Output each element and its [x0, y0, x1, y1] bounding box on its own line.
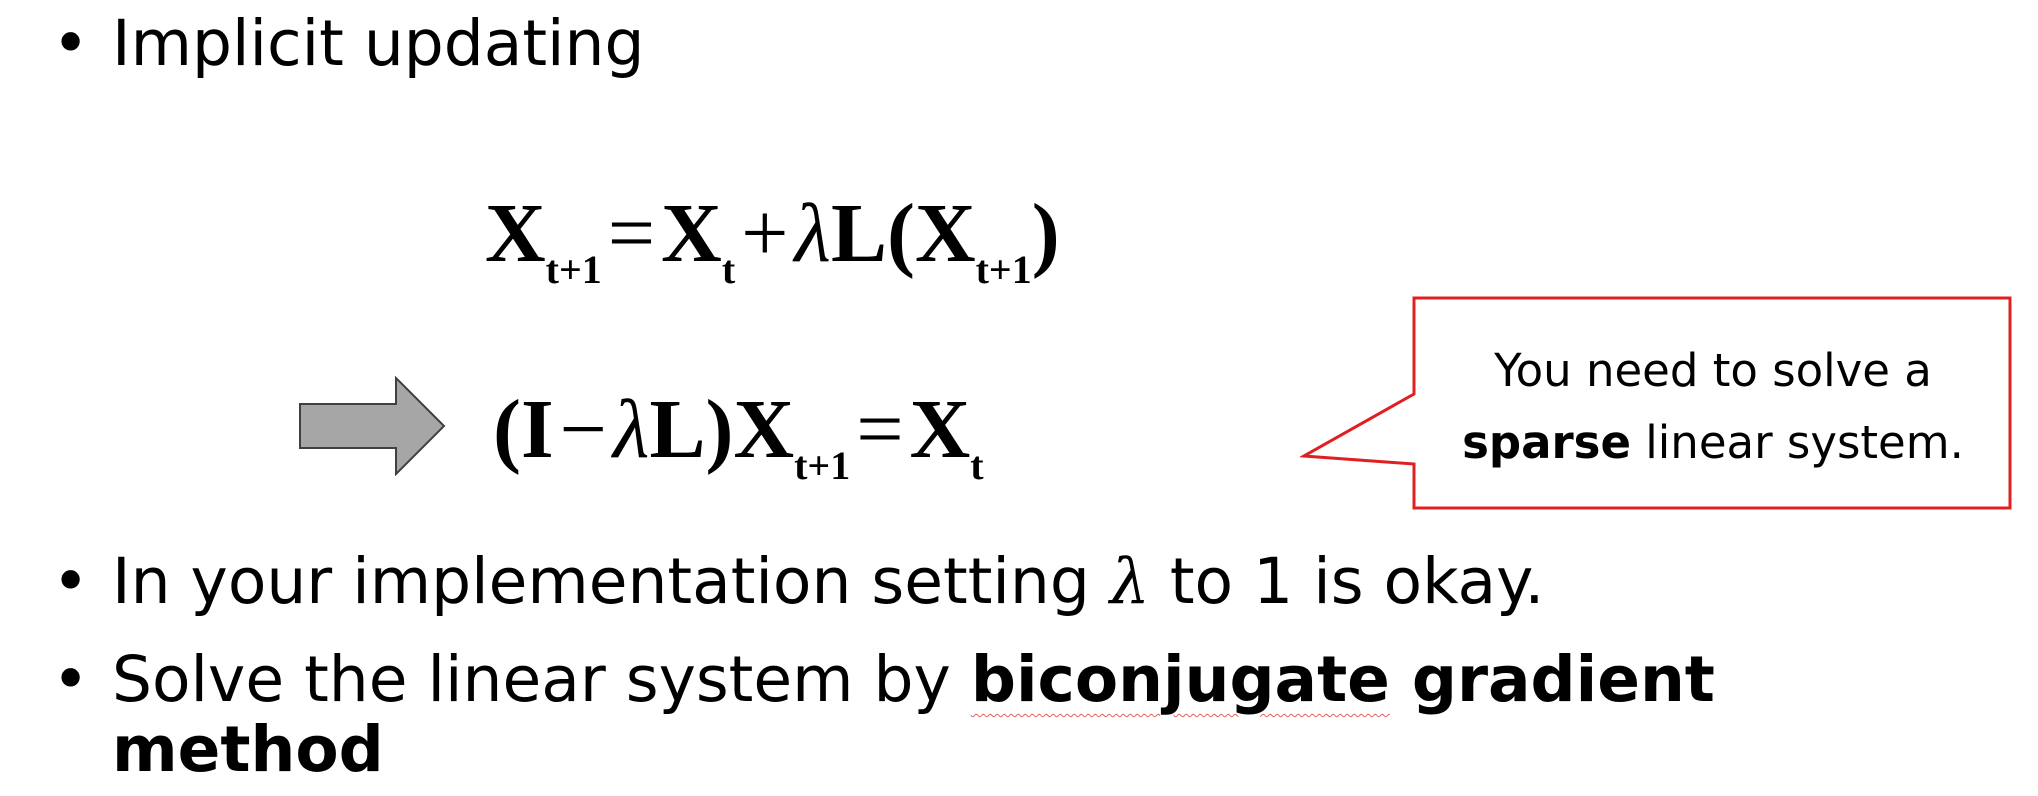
bullet-implicit-updating: [52, 7, 645, 80]
eq-symbol: X: [914, 187, 976, 280]
bullet-dot: •: [52, 643, 90, 716]
bullet-continuation: method: [112, 713, 384, 786]
eq-subscript: t: [970, 443, 984, 488]
equation-update-rule: [485, 187, 1060, 292]
eq-symbol: X: [661, 187, 722, 280]
eq-subscript: t: [721, 247, 736, 292]
eq-subscript: t+1: [794, 443, 851, 488]
right-arrow-icon: [298, 376, 448, 476]
eq-symbol: (I: [493, 383, 554, 476]
eq-subscript: t+1: [545, 247, 602, 292]
eq-symbol: L(: [830, 187, 915, 280]
eq-symbol: X: [909, 383, 971, 476]
bullet-solve-method: [52, 643, 1715, 716]
eq-lambda: λ: [794, 187, 831, 280]
bullet-text: In your implementation setting: [112, 545, 1110, 618]
callout-bold-word: sparse: [1462, 416, 1631, 469]
bullet-dot: •: [52, 545, 90, 618]
lambda-symbol: λ: [1109, 545, 1150, 618]
eq-subscript: t+1: [975, 247, 1032, 292]
eq-operator: =: [856, 383, 904, 476]
eq-symbol: X: [485, 187, 546, 280]
eq-symbol: X: [733, 383, 795, 476]
eq-operator: =: [607, 187, 656, 280]
eq-lambda: λ: [613, 383, 650, 476]
spellcheck-underlined-word: biconjugate: [970, 643, 1390, 716]
bullet-text: Implicit updating: [112, 7, 645, 80]
equation-linear-system: [493, 383, 984, 488]
eq-symbol: ): [1031, 187, 1060, 280]
bullet-dot: •: [52, 7, 90, 80]
callout-text: [1418, 335, 2008, 479]
callout-line-2-rest: linear system.: [1630, 416, 1964, 469]
bullet-text-rest: to 1 is okay.: [1149, 545, 1545, 618]
bullet-text: Solve the linear system by: [112, 643, 971, 716]
bullet-lambda-setting: [52, 545, 1545, 618]
bullet-bold-text: gradient: [1389, 643, 1715, 716]
eq-operator: −: [559, 383, 608, 476]
eq-operator: +: [741, 187, 789, 280]
eq-symbol: L): [649, 383, 734, 476]
callout-line-2: [1418, 407, 2008, 479]
callout-line-1: You need to solve a: [1494, 344, 1932, 397]
